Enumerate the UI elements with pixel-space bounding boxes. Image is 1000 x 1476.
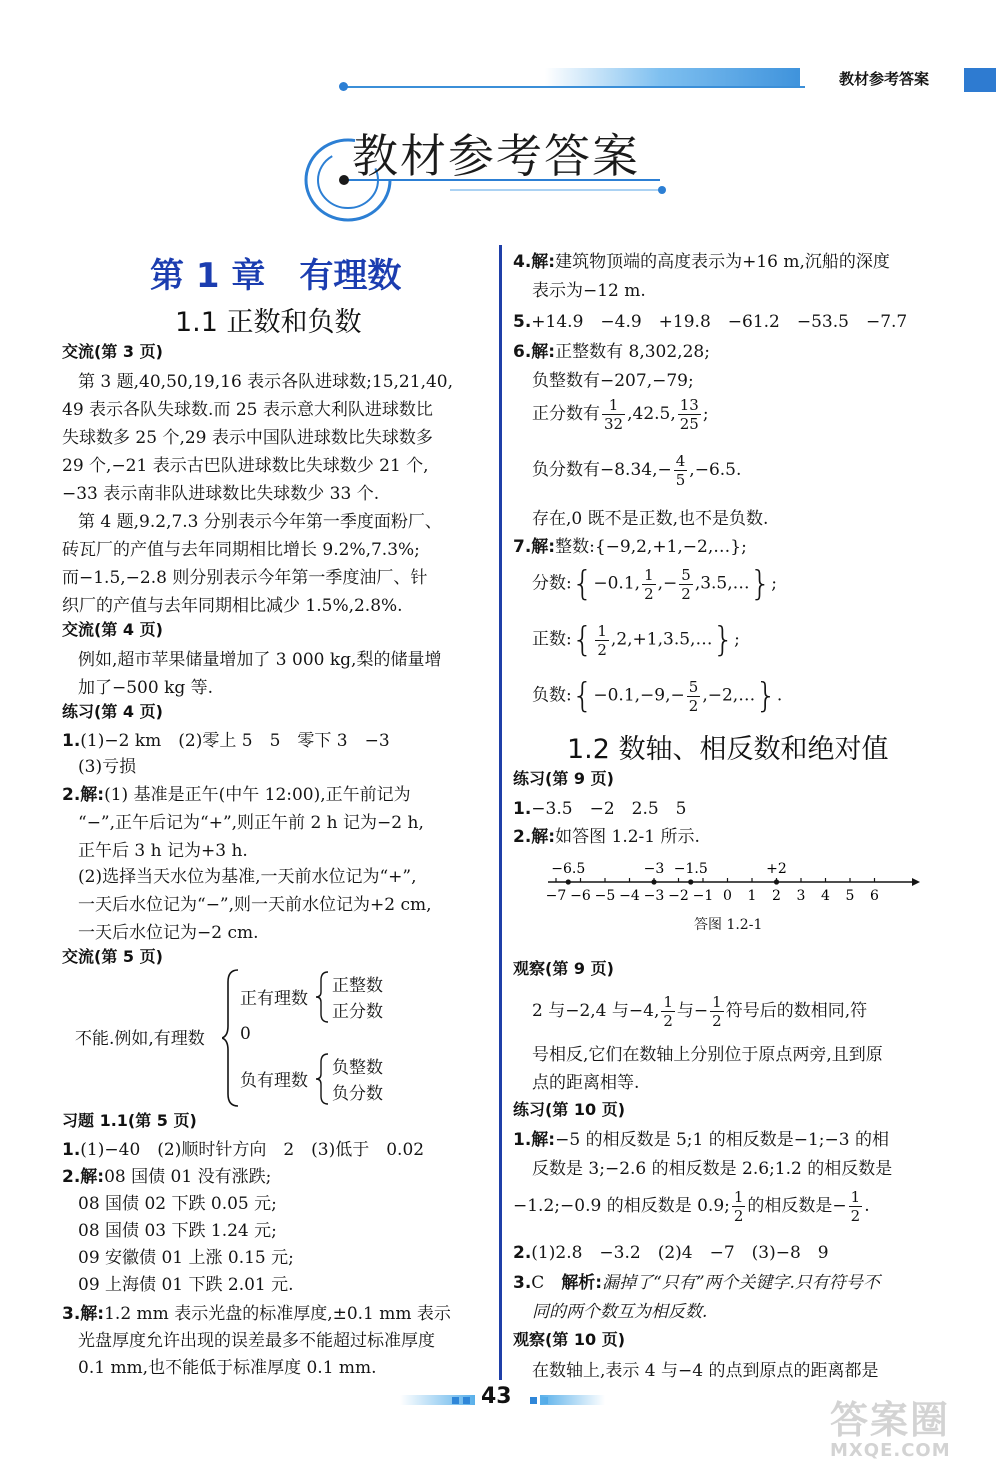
tick-label: 1 xyxy=(747,888,757,904)
tick-label: 0 xyxy=(723,888,732,904)
number-line-caption: 答图 1.2-1 xyxy=(694,917,763,933)
section-title-1-2: 1.2 数轴、相反数和绝对值 xyxy=(567,734,889,765)
text-line: 同的两个数互为相反数. xyxy=(532,1302,708,1322)
heading-exchange-p4: 交流(第 4 页) xyxy=(62,620,163,639)
tick-label: 2 xyxy=(772,888,781,904)
fraction: $\frac{13}{25}$ xyxy=(679,396,699,433)
practice10-1: 1.解:−5 的相反数是 5;1 的相反数是−1;−3 的相 xyxy=(513,1130,889,1150)
brace-big xyxy=(222,968,242,1108)
text-line: (2)选择当天水位为基准,一天前水位记为“+”, xyxy=(78,867,417,887)
text-line: 砖瓦厂的产值与去年同期相比增长 9.2%,7.3%; xyxy=(62,540,420,560)
point-label: −1.5 xyxy=(673,861,708,877)
text-line: 第 3 题,40,50,19,16 表示各队进球数;15,21,40, xyxy=(78,372,454,392)
exercise-2: 2.解:08 国债 01 没有涨跌; xyxy=(62,1167,272,1187)
exercise-1: 1.(1)−40 (2)顺时针方向 2 (3)低于 0.02 xyxy=(62,1140,425,1160)
watermark: 答案圈 MXQE.COM xyxy=(830,1398,951,1461)
chapter-title: 第 1 章 有理数 xyxy=(150,256,402,296)
answer-1: 1.(1)−2 km (2)零上 5 5 零下 3 −3 xyxy=(62,731,390,751)
point-label: +2 xyxy=(766,861,787,877)
text-line: 织厂的产值与去年同期相比减少 1.5%,2.8%. xyxy=(62,596,403,616)
tick-label: 5 xyxy=(845,888,855,904)
fraction: $\frac{1}{2}$ xyxy=(850,1188,861,1225)
text-line: 例如,超市苹果储量增加了 3 000 kg,梨的储量增 xyxy=(78,650,442,670)
text-line: 正午后 3 h 记为+3 h. xyxy=(78,841,248,861)
tick-label: −7 xyxy=(545,888,567,904)
text-line: 表示为−12 m. xyxy=(532,281,646,301)
heading-practice-p4: 练习(第 4 页) xyxy=(62,702,163,721)
text-line: “−”,正午后记为“+”,则正午前 2 h 记为−2 h, xyxy=(78,813,424,833)
fraction: $\frac{5}{2}$ xyxy=(688,677,699,715)
exercise-3: 3.解:1.2 mm 表示光盘的标准厚度,±0.1 mm 表示 xyxy=(62,1304,451,1324)
text-line: 一天后水位记为−2 cm. xyxy=(78,923,259,943)
text-line: −33 表示南非队进球数比失球数少 33 个. xyxy=(62,484,380,504)
header-label: 教材参考答案 xyxy=(806,64,962,94)
heading-exchange-p3: 交流(第 3 页) xyxy=(62,342,163,361)
text-line: 09 安徽债 01 上涨 0.15 元; xyxy=(78,1248,294,1268)
text-line: 反数是 3;−2.6 的相反数是 2.6;1.2 的相反数是 xyxy=(532,1159,893,1179)
negative-integer: 负整数 xyxy=(332,1058,383,1078)
section-title-1-1: 1.1 正数和负数 xyxy=(175,307,362,338)
number-line xyxy=(540,855,920,915)
answer-4: 4.解:建筑物顶端的高度表示为+16 m,沉船的深度 xyxy=(513,252,890,272)
header-block xyxy=(964,68,996,92)
heading-exchange-p5: 交流(第 5 页) xyxy=(62,947,163,966)
text-line: 第 4 题,9.2,7.3 分别表示今年第一季度面粉厂、 xyxy=(78,512,442,532)
tick-label: −6 xyxy=(570,888,591,904)
positive-fraction: 正分数 xyxy=(332,1002,383,1022)
classification-root: 不能.例如,有理数 xyxy=(75,1029,205,1049)
heading-observe-p10: 观察(第 10 页) xyxy=(513,1330,626,1349)
text-line: 49 表示各队失球数.而 25 表示意大利队进球数比 xyxy=(62,400,433,420)
practice10-2: 2.(1)2.8 −3.2 (2)4 −7 (3)−8 9 xyxy=(513,1243,829,1263)
point-label: −6.5 xyxy=(551,861,586,877)
observe-line-1: 2 与−2,4 与−4, $\frac{1}{2}$ 与− $\frac{1}{2}$ 符号后的数相同,符 xyxy=(532,993,868,1030)
fraction: $\frac{1}{32}$ xyxy=(604,396,624,433)
tick-label: −5 xyxy=(594,888,616,904)
tick-label: 6 xyxy=(870,888,879,904)
text-line: 光盘厚度允许出现的误差最多不能超过标准厚度 xyxy=(78,1331,435,1351)
text-line: 号相反,它们在数轴上分别位于原点两旁,且到原 xyxy=(532,1045,883,1065)
fraction: $\frac{5}{2}$ xyxy=(681,565,691,603)
text-line: 29 个,−21 表示古巴队进球数比失球数少 21 个, xyxy=(62,456,429,476)
point-marker xyxy=(566,879,571,884)
positive-fractions-line: 正分数有 $\frac{1}{32}$ ,42.5, $\frac{13}{25}$ ; xyxy=(532,396,709,433)
page-title: 教材参考答案 xyxy=(352,129,640,183)
negative-rational: 负有理数 xyxy=(240,1071,308,1091)
positive-rational: 正有理数 xyxy=(240,989,308,1009)
footer-square xyxy=(452,1397,459,1404)
negative-fractions-line: 负分数有−8.34,− $\frac{4}{5}$ ,−6.5. xyxy=(532,452,742,489)
zero: 0 xyxy=(240,1024,251,1044)
practice-1: 1.−3.5 −2 2.5 5 xyxy=(513,799,687,819)
footer-square xyxy=(463,1397,470,1404)
answer-6: 6.解:正整数有 8,302,28; xyxy=(513,342,710,362)
heading-observe-p9: 观察(第 9 页) xyxy=(513,959,614,978)
brace-small xyxy=(316,1052,330,1106)
heading-practice-p9: 练习(第 9 页) xyxy=(513,769,614,788)
fraction: $\frac{1}{2}$ xyxy=(663,993,673,1030)
header-dot xyxy=(339,82,348,91)
point-marker xyxy=(651,879,656,884)
answer-7: 7.解:整数:{−9,2,+1,−2,…}; xyxy=(513,537,747,557)
text-line: 在数轴上,表示 4 与−4 的点到原点的距离都是 xyxy=(532,1361,879,1381)
text-line: 08 国债 02 下跌 0.05 元; xyxy=(78,1194,277,1214)
fraction: $\frac{1}{2}$ xyxy=(597,621,607,659)
text-line: 09 上海债 01 下跌 2.01 元. xyxy=(78,1275,294,1295)
positive-set-line: 正数:{ $\frac{1}{2}$ ,2,+1,3.5,…}; xyxy=(532,620,740,660)
fractions-set-line: 分数:{−0.1, $\frac{1}{2}$ ,− $\frac{5}{2}$ ,3.5,…}; xyxy=(532,564,778,604)
tick-label: −1 xyxy=(692,888,714,904)
point-marker xyxy=(688,879,693,884)
text-line: 存在,0 既不是正数,也不是负数. xyxy=(532,509,769,529)
fraction: $\frac{4}{5}$ xyxy=(675,452,686,489)
heading-exercise-1-1: 习题 1.1(第 5 页) xyxy=(62,1111,197,1130)
fraction: $\frac{1}{2}$ xyxy=(644,565,654,603)
practice10-3: 3.C 解析:漏掉了“只有”两个关键字.只有符号不 xyxy=(513,1273,880,1293)
practice10-1-line3: −1.2;−0.9 的相反数是 0.9; $\frac{1}{2}$ 的相反数是− $\frac{1}{2}$ . xyxy=(513,1188,870,1225)
answer-5: 5.+14.9 −4.9 +19.8 −61.2 −53.5 −7.7 xyxy=(513,312,908,332)
tick-label: −2 xyxy=(668,888,689,904)
tick-label: 3 xyxy=(796,888,806,904)
text-line: (3)亏损 xyxy=(78,757,137,777)
text-line: 0.1 mm,也不能低于标准厚度 0.1 mm. xyxy=(78,1358,377,1378)
text-line: 点的距离相等. xyxy=(532,1073,640,1093)
text-line: 加了−500 kg 等. xyxy=(78,678,214,698)
brace-small xyxy=(316,970,330,1024)
page-number: 43 xyxy=(481,1384,512,1409)
positive-integer: 正整数 xyxy=(332,976,383,996)
header-rule xyxy=(345,86,805,88)
text-line: 失球数多 25 个,29 表示中国队进球数比失球数多 xyxy=(62,428,433,448)
text-line: 负整数有−207,−79; xyxy=(532,371,694,391)
footer-square xyxy=(530,1397,537,1404)
tick-label: 4 xyxy=(821,888,830,904)
text-line: 而−1.5,−2.8 则分别表示今年第一季度油厂、针 xyxy=(62,568,428,588)
text-line: 一天后水位记为“−”,则一天前水位记为+2 cm, xyxy=(78,895,432,915)
answer-2: 2.解:(1) 基准是正午(中午 12:00),正午前记为 xyxy=(62,785,411,805)
negative-set-line: 负数:{−0.1,−9,− $\frac{5}{2}$ ,−2,…}. xyxy=(532,676,783,716)
negative-fraction: 负分数 xyxy=(332,1084,383,1104)
header-gradient-bar xyxy=(545,68,800,88)
tick-label: −3 xyxy=(643,888,665,904)
practice-2: 2.解:如答图 1.2-1 所示. xyxy=(513,827,700,847)
number-line-arrow xyxy=(912,878,920,886)
heading-practice-p10: 练习(第 10 页) xyxy=(513,1100,626,1119)
point-label: −3 xyxy=(643,861,665,877)
tick-label: −4 xyxy=(619,888,640,904)
point-marker xyxy=(774,879,779,884)
text-line: 08 国债 03 下跌 1.24 元; xyxy=(78,1221,277,1241)
column-divider xyxy=(499,245,502,1380)
fraction: $\frac{1}{2}$ xyxy=(733,1188,744,1225)
footer-bar-right xyxy=(540,1395,605,1405)
fraction: $\frac{1}{2}$ xyxy=(712,993,722,1030)
